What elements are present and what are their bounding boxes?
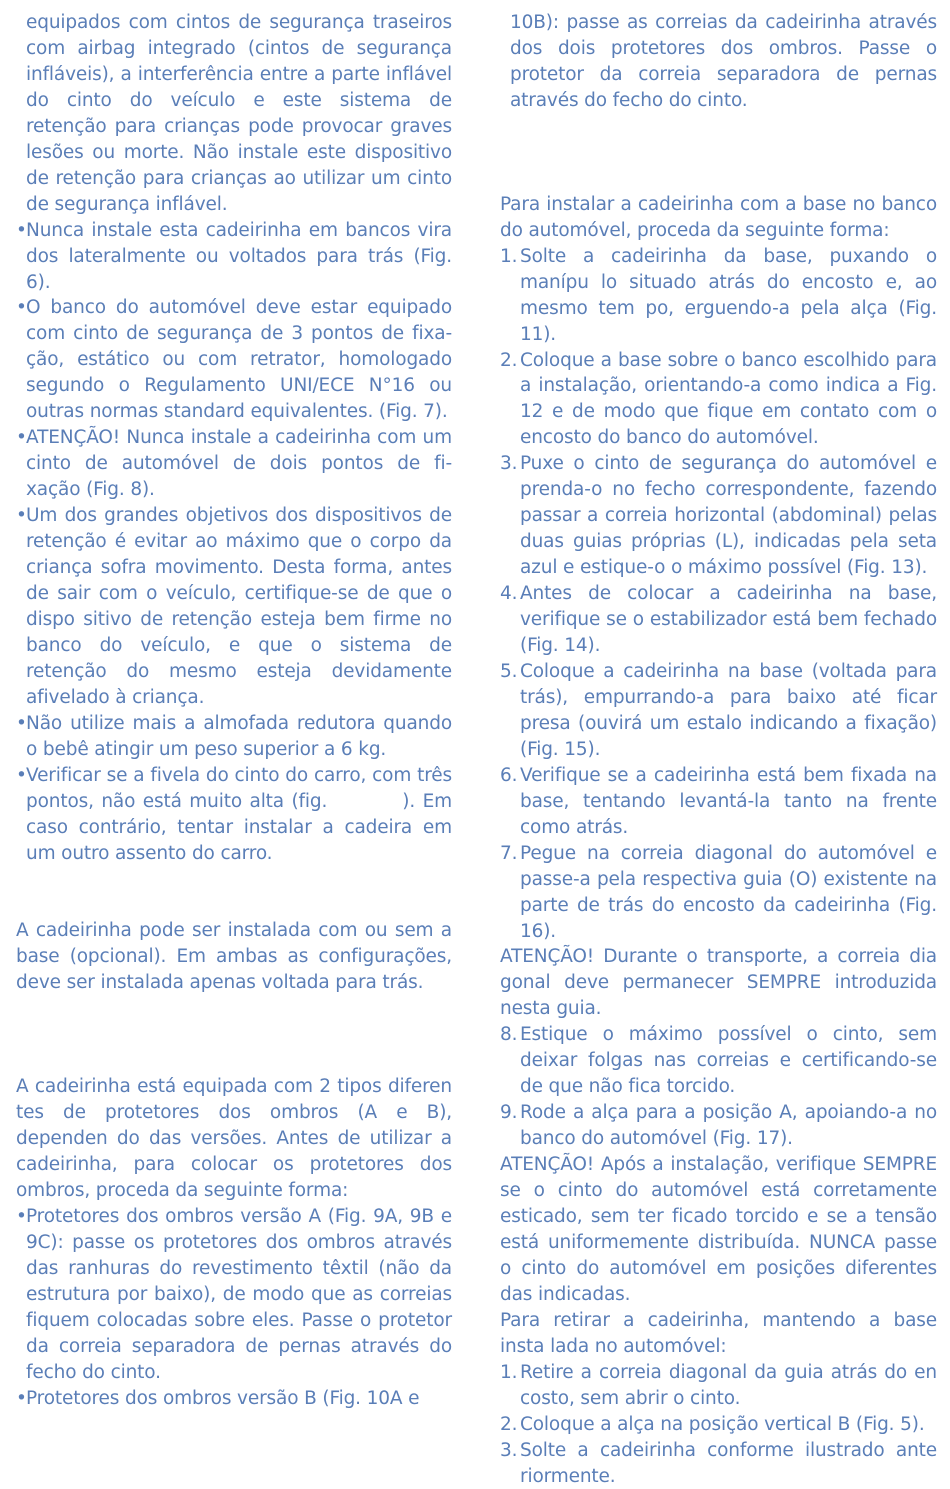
bullet-item: • Verificar se a fivela do cinto do carro, com três pontos, não está muito alta (fig. ). Em caso contrário, tentar instalar a cadeira em um outro assento do carro. <box>16 763 452 867</box>
step-text: Verifique se a cadeirinha está bem fixada na base, tentando levantá-la tanto na frente como atrás. <box>520 764 937 838</box>
step-text: Antes de colocar a cadeirinha na base, verifique se o estabilizador está bem fechado (Fig. 14). <box>520 583 937 657</box>
step-text: Puxe o cinto de segurança do automóvel e prenda-o no fecho correspondente, fazendo passar a correia horizontal (abdominal) pelas duas guias próprias (L), indicadas pela seta azul e estique-o o máximo possível (Fig. 13). <box>520 453 937 579</box>
step-item <box>500 1100 937 1152</box>
bullet-item: • Protetores dos ombros versão B (Fig. 10A e <box>16 1386 452 1412</box>
version-b-continuation: 10B): passe as correias da cadeirinha através dos dois protetores dos ombros. Passe o protetor da correia separadora de pernas através do fecho do cinto. <box>510 12 937 111</box>
step-item <box>500 581 937 659</box>
step-text: Rode a alça para a posição A, apoiando-a no banco do automóvel (Fig. 17). <box>520 1102 937 1150</box>
step-number: 1. <box>500 245 518 267</box>
spacer <box>16 996 452 1074</box>
step-item <box>500 1412 937 1438</box>
step-number: 7. <box>500 842 518 864</box>
step-text: Coloque a cadeirinha na base (voltada para trás), empurrando-a para baixo até ficar presa (ouvirá um estalo indicando a fixação) (Fig. 15). <box>520 660 937 760</box>
warning-continuation: equipados com cintos de segurança traseiros com airbag integrado (cintos de segurança infláveis), a interferência entre a parte inflável do cinto do veículo e este sistema de retenção para crianças pode provocar graves lesões ou morte. Não instale este dispositivo de retenção para crianças ao utilizar um cinto de segurança inflável. <box>26 12 452 215</box>
step-item <box>500 244 937 348</box>
step-number: 3. <box>500 1439 518 1461</box>
step-number: 4. <box>500 583 518 605</box>
step-text: Solte a cadeirinha da base, puxando o manípu lo situado atrás do encosto e, ao mesmo tem po, erguendo-a pela alça (Fig. 11). <box>520 245 937 345</box>
spacer <box>16 866 452 918</box>
step-number: 9. <box>500 1102 518 1124</box>
step-item <box>500 1022 937 1100</box>
step-text: Coloque a alça na posição vertical B (Fig. 5). <box>520 1413 925 1435</box>
step-number: 5. <box>500 660 518 682</box>
bullet-item: • O banco do automóvel deve estar equipado com cinto de segurança de 3 pontos de fixa-ção, estático ou com retrator, homologado segundo o Regulamento UNI/ECE N°16 ou outras normas standard equivalentes. (Fig. 7). <box>16 295 452 425</box>
step-item <box>500 1438 937 1489</box>
right-column <box>500 10 937 1489</box>
remove-intro: Para retirar a cadeirinha, mantendo a base insta lada no automóvel: <box>500 1309 937 1357</box>
step-text: Coloque a base sobre o banco escolhido para a instalação, orientando-a como indica a Fig. 12 e de modo que fique em contato com o encosto do banco do automóvel. <box>520 349 937 449</box>
step-item <box>500 763 937 841</box>
install-intro: Para instalar a cadeirinha com a base no banco do automóvel, proceda da seguinte forma: <box>500 193 937 241</box>
attention-note: ATENÇÃO! Durante o transporte, a correia dia gonal deve permanecer SEMPRE introduzida nesta guia. <box>500 946 937 1020</box>
shoulder-pads-paragraph: A cadeirinha está equipada com 2 tipos diferen tes de protetores dos ombros (A e B), dependen do das versões. Antes de utilizar a cadeirinha, para colocar os protetores dos ombros, proceda da seguinte forma: <box>16 1076 452 1202</box>
step-item <box>500 841 937 945</box>
step-number: 2. <box>500 349 518 371</box>
bullet-item: • Nunca instale esta cadeirinha em bancos vira dos lateralmente ou voltados para trás (Fig. 6). <box>16 218 452 296</box>
step-item <box>500 348 937 452</box>
step-text: Estique o máximo possível o cinto, sem deixar folgas nas correias e certificando-se de que não fica torcido. <box>520 1024 937 1098</box>
step-number: 8. <box>500 1024 518 1046</box>
bullet-item: • Não utilize mais a almofada redutora quando o bebê atingir um peso superior a 6 kg. <box>16 711 452 763</box>
step-number: 2. <box>500 1413 518 1435</box>
step-text: Solte a cadeirinha conforme ilustrado ante riormente. <box>520 1439 937 1487</box>
step-number: 6. <box>500 764 518 786</box>
base-paragraph: A cadeirinha pode ser instalada com ou sem a base (opcional). Em ambas as configurações, deve ser instalada apenas voltada para trás. <box>16 920 452 994</box>
left-column <box>16 10 458 1412</box>
bullet-item: • ATENÇÃO! Nunca instale a cadeirinha com um cinto de automóvel de dois pontos de fi- xação (Fig. 8). <box>16 425 452 503</box>
step-item <box>500 659 937 763</box>
bullet-item: • Um dos grandes objetivos dos dispositivos de retenção é evitar ao máximo que o corpo da criança sofra movimento. Desta forma, antes de sair com o veículo, certifique-se de que o dispo sitivo de retenção esteja bem firme no banco do veículo, e que o sistema de retenção do mesmo esteja devidamente afivelado à criança. <box>16 503 452 711</box>
step-number: 1. <box>500 1361 518 1383</box>
step-item <box>500 1360 937 1412</box>
step-text: Retire a correia diagonal da guia atrás do en costo, sem abrir o cinto. <box>520 1361 937 1409</box>
step-text: Pegue na correia diagonal do automóvel e passe-a pela respectiva guia (O) existente na parte de trás do encosto da cadeirinha (Fig. 16). <box>520 842 937 942</box>
step-item <box>500 451 937 581</box>
spacer <box>500 114 937 192</box>
attention-note: ATENÇÃO! Após a instalação, verifique SEMPRE se o cinto do automóvel está corretamente esticado, sem ter ficado torcido e se a tensão está uniformemente distribuída. NUNCA passe o cinto do automóvel em posições diferentes das indicadas. <box>500 1154 937 1305</box>
step-number: 3. <box>500 453 518 475</box>
bullet-item: • Protetores dos ombros versão A (Fig. 9A, 9B e 9C): passe os protetores dos ombros através das ranhuras do revestimento têxtil (não da estrutura por baixo), de modo que as correias fiquem colocadas sobre eles. Passe o protetor da correia separadora de pernas através do fecho do cinto. <box>16 1204 452 1386</box>
